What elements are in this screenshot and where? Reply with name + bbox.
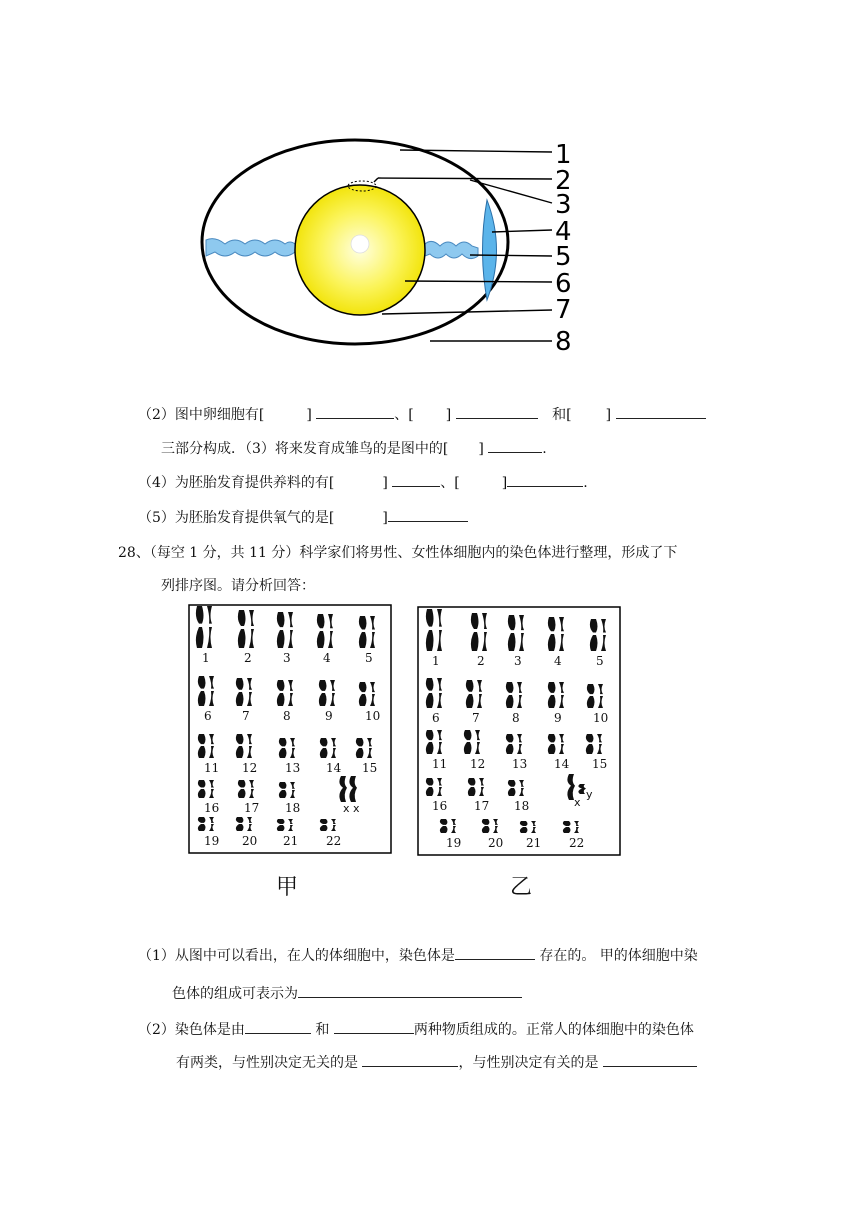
left-number-1: 1 <box>202 651 210 665</box>
left-number-22: 22 <box>326 834 342 848</box>
right-number-15: 15 <box>592 757 608 771</box>
right-number-4: 4 <box>554 654 562 668</box>
question-chromo-1b: 色体的组成可表示为 <box>172 983 522 1004</box>
left-number-18: 18 <box>285 801 301 815</box>
answer-blank[interactable] <box>388 507 468 522</box>
answer-blank[interactable] <box>455 945 535 960</box>
right-number-16: 16 <box>432 799 448 813</box>
question-chromo-1: （1）从图中可以看出，在人的体细胞中，染色体是 存在的。 甲的体细胞中染 <box>138 945 698 966</box>
left-number-15: 15 <box>362 761 378 775</box>
right-number-7: 7 <box>472 711 480 725</box>
egg-label-6: 6 <box>555 269 572 299</box>
egg-label-2: 2 <box>555 166 572 196</box>
right-number-11: 11 <box>432 757 448 771</box>
question-chromo-2b: 有两类，与性别决定无关的是 ，与性别决定有关的是 <box>176 1052 697 1073</box>
left-number-21: 21 <box>283 834 299 848</box>
left-sex-label: x x <box>343 802 360 815</box>
right-number-9: 9 <box>554 711 562 725</box>
caption-yi: 乙 <box>510 875 533 900</box>
left-number-7: 7 <box>242 709 250 723</box>
right-number-2: 2 <box>477 654 485 668</box>
left-number-12: 12 <box>242 761 258 775</box>
question-egg-3: 三部分构成．（3）将来发育成雏鸟的是图中的[ ] . <box>161 438 547 459</box>
right-number-1: 1 <box>432 654 440 668</box>
egg-label-8: 8 <box>555 327 572 357</box>
egg-label-3: 3 <box>555 190 572 220</box>
answer-blank[interactable] <box>334 1019 414 1034</box>
right-sex-y-label: y <box>586 788 593 801</box>
egg-diagram <box>195 130 595 360</box>
caption-jia: 甲 <box>276 875 299 900</box>
answer-blank[interactable] <box>392 472 440 487</box>
answer-blank[interactable] <box>456 404 538 419</box>
right-number-19: 19 <box>446 836 462 850</box>
right-number-22: 22 <box>569 836 585 850</box>
left-number-20: 20 <box>242 834 258 848</box>
chalaza-left <box>206 239 295 256</box>
left-number-14: 14 <box>326 761 342 775</box>
left-number-2: 2 <box>244 651 252 665</box>
left-number-11: 11 <box>204 761 220 775</box>
question-egg-5: （5）为胚胎发育提供氧气的是[ ] <box>138 507 468 528</box>
yolk-center <box>351 235 369 253</box>
answer-blank[interactable] <box>507 472 583 487</box>
answer-blank[interactable] <box>488 438 542 453</box>
right-sex-x-label: x <box>574 796 581 809</box>
chalaza-right <box>425 241 478 258</box>
answer-blank[interactable] <box>362 1052 458 1067</box>
egg-label-5: 5 <box>555 242 572 272</box>
right-number-18: 18 <box>514 799 530 813</box>
left-number-9: 9 <box>325 709 333 723</box>
left-number-3: 3 <box>283 651 291 665</box>
right-number-5: 5 <box>596 654 604 668</box>
answer-blank[interactable] <box>298 983 522 998</box>
left-number-6: 6 <box>204 709 212 723</box>
right-number-8: 8 <box>512 711 520 725</box>
egg-label-1: 1 <box>555 140 572 170</box>
right-number-17: 17 <box>474 799 490 813</box>
answer-blank[interactable] <box>245 1019 311 1034</box>
left-number-8: 8 <box>283 709 291 723</box>
question-egg-2: （2）图中卵细胞有[ ] 、[ ] 和[ ] <box>138 404 706 425</box>
left-number-13: 13 <box>285 761 301 775</box>
left-number-4: 4 <box>323 651 331 665</box>
left-number-5: 5 <box>365 651 373 665</box>
right-number-21: 21 <box>526 836 542 850</box>
right-number-12: 12 <box>470 757 486 771</box>
karyotype-box-right <box>418 607 620 855</box>
left-number-17: 17 <box>244 801 260 815</box>
answer-blank[interactable] <box>316 404 394 419</box>
right-number-6: 6 <box>432 711 440 725</box>
answer-blank[interactable] <box>603 1052 697 1067</box>
right-number-14: 14 <box>554 757 570 771</box>
right-number-10: 10 <box>593 711 609 725</box>
egg-label-7: 7 <box>555 295 572 325</box>
right-number-20: 20 <box>488 836 504 850</box>
left-number-10: 10 <box>365 709 381 723</box>
right-number-3: 3 <box>514 654 522 668</box>
question-chromo-2: （2）染色体是由 和 两种物质组成的。正常人的体细胞中的染色体 <box>138 1019 694 1040</box>
question-28-line2: 列排序图。请分析回答： <box>161 578 315 594</box>
right-number-13: 13 <box>512 757 528 771</box>
egg-label-4: 4 <box>555 217 572 247</box>
question-28-line1: 28、（每空 1 分，共 11 分）科学家们将男性、女性体细胞内的染色体进行整理，形成了下 <box>118 545 678 561</box>
karyotype-diagrams <box>185 600 625 860</box>
answer-blank[interactable] <box>616 404 706 419</box>
question-egg-4: （4）为胚胎发育提供养料的有[ ] 、[ ] . <box>138 472 588 493</box>
left-number-16: 16 <box>204 801 220 815</box>
left-number-19: 19 <box>204 834 220 848</box>
